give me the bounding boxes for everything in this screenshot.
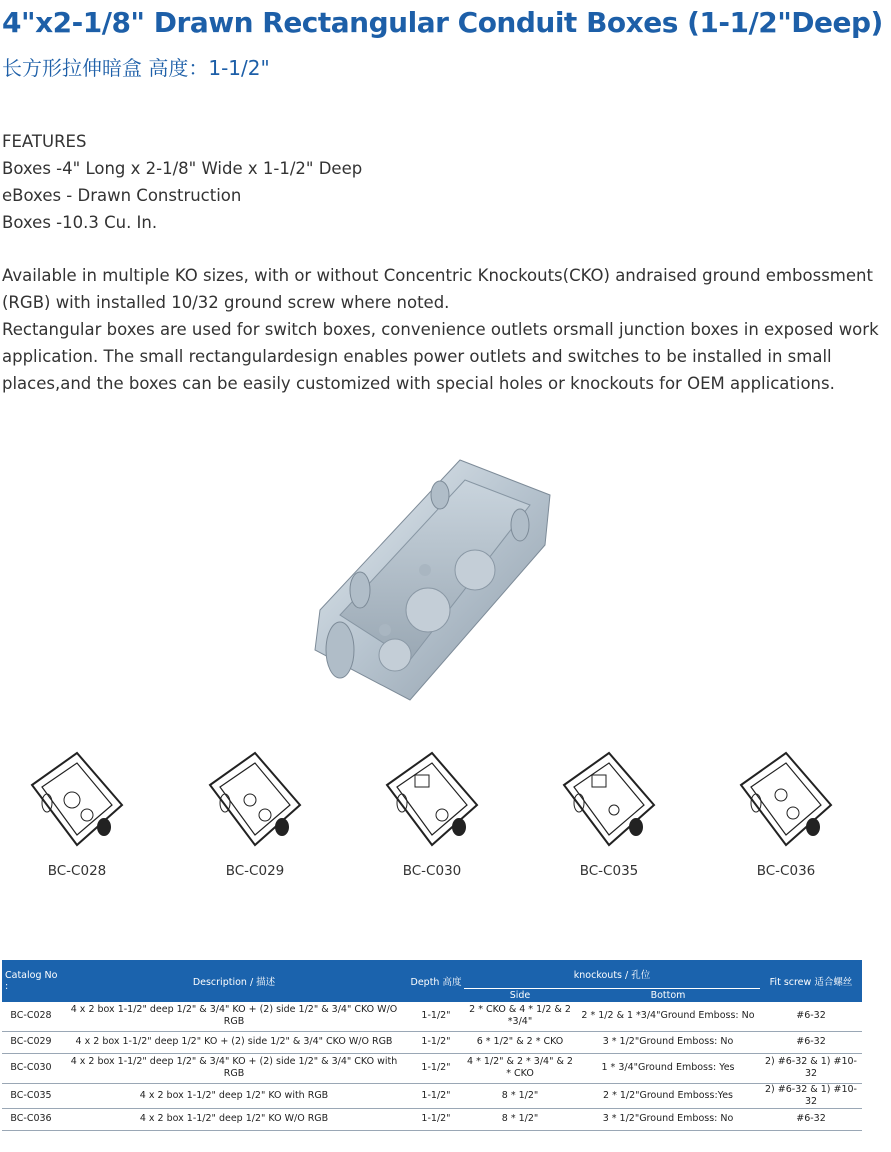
header-description: Description / 描述 <box>60 960 408 1002</box>
cell-bottom: 2 * 1/2"Ground Emboss:Yes <box>576 1083 760 1108</box>
box-line-drawing-icon <box>377 745 487 855</box>
box-line-drawing-icon <box>200 745 310 855</box>
box-line-drawing-icon <box>22 745 132 855</box>
description-paragraph: Available in multiple KO sizes, with or without Concentric Knockouts(CKO) andraised ground embossment (RGB) with installed 10/32 ground screw where noted. <box>2 266 873 312</box>
cell-fitscrew: #6-32 <box>760 1031 862 1053</box>
header-catalog: Catalog No : <box>2 960 60 1002</box>
model-gallery <box>0 745 891 895</box>
conduit-box-photo <box>300 450 570 705</box>
features-heading: FEATURES <box>2 132 87 151</box>
box-line-drawing-icon <box>731 745 841 855</box>
description-section <box>2 262 882 397</box>
cell-side: 8 * 1/2" <box>464 1083 576 1108</box>
cell-description: 4 x 2 box 1-1/2" deep 1/2" KO W/O RGB <box>60 1108 408 1130</box>
model-label: BC-C036 <box>756 863 816 879</box>
cell-depth: 1-1/2" <box>408 1002 464 1031</box>
description-paragraph: Rectangular boxes are used for switch boxes, convenience outlets orsmall junction boxes in exposed work application. The small rectangulardesign enables power outlets and switches to be installed in small places,and the boxes can be easily customized with special holes or knockouts for OEM applications. <box>2 320 879 393</box>
features-section <box>2 128 362 236</box>
page-subtitle: 长方形拉伸暗盒 高度：1-1/2" <box>2 56 270 80</box>
cell-bottom: 3 * 1/2"Ground Emboss: No <box>576 1031 760 1053</box>
model-thumb <box>721 745 851 895</box>
cell-catalog: BC-C030 <box>2 1053 60 1083</box>
cell-catalog: BC-C029 <box>2 1031 60 1053</box>
cell-description: 4 x 2 box 1-1/2" deep 1/2" KO with RGB <box>60 1083 408 1108</box>
cell-catalog: BC-C028 <box>2 1002 60 1031</box>
feature-item: Boxes -4" Long x 2-1/8" Wide x 1-1/2" Deep <box>2 159 363 178</box>
cell-catalog: BC-C035 <box>2 1083 60 1108</box>
spec-table <box>2 960 862 1131</box>
cell-fitscrew: #6-32 <box>760 1108 862 1130</box>
cell-bottom: 2 * 1/2 & 1 *3/4"Ground Emboss: No <box>576 1002 760 1031</box>
table-row <box>2 1002 862 1031</box>
header-depth: Depth 高度 <box>408 960 464 1002</box>
cell-description: 4 x 2 box 1-1/2" deep 1/2" & 3/4" KO + (2) side 1/2" & 3/4" CKO with RGB <box>60 1053 408 1083</box>
cell-side: 8 * 1/2" <box>464 1108 576 1130</box>
feature-item: Boxes -10.3 Cu. In. <box>2 213 158 232</box>
model-label: BC-C035 <box>579 863 639 879</box>
table-row <box>2 1053 862 1083</box>
cell-fitscrew: 2) #6-32 & 1) #10-32 <box>760 1053 862 1083</box>
table-row <box>2 1108 862 1130</box>
model-label: BC-C030 <box>402 863 462 879</box>
table-row <box>2 1031 862 1053</box>
table-row <box>2 1083 862 1108</box>
header-knockouts: knockouts / 孔位 <box>464 960 760 989</box>
cell-side: 6 * 1/2" & 2 * CKO <box>464 1031 576 1053</box>
header-side: Side <box>464 989 576 1003</box>
cell-bottom: 1 * 3/4"Ground Emboss: Yes <box>576 1053 760 1083</box>
model-thumb <box>367 745 497 895</box>
model-thumb <box>12 745 142 895</box>
cell-depth: 1-1/2" <box>408 1083 464 1108</box>
cell-bottom: 3 * 1/2"Ground Emboss: No <box>576 1108 760 1130</box>
model-thumb <box>544 745 674 895</box>
cell-fitscrew: #6-32 <box>760 1002 862 1031</box>
feature-item: eBoxes - Drawn Construction <box>2 186 242 205</box>
header-bottom: Bottom <box>576 989 760 1003</box>
header-fitscrew: Fit screw 适合螺丝 <box>760 960 862 1002</box>
cell-side: 4 * 1/2" & 2 * 3/4" & 2 * CKO <box>464 1053 576 1083</box>
page-title: 4"x2-1/8" Drawn Rectangular Conduit Boxes (1-1/2"Deep) <box>2 6 883 39</box>
cell-fitscrew: 2) #6-32 & 1) #10-32 <box>760 1083 862 1108</box>
cell-depth: 1-1/2" <box>408 1031 464 1053</box>
model-label: BC-C029 <box>225 863 285 879</box>
cell-description: 4 x 2 box 1-1/2" deep 1/2" & 3/4" KO + (2) side 1/2" & 3/4" CKO W/O RGB <box>60 1002 408 1031</box>
cell-catalog: BC-C036 <box>2 1108 60 1130</box>
model-label: BC-C028 <box>47 863 107 879</box>
model-thumb <box>190 745 320 895</box>
cell-side: 2 * CKO & 4 * 1/2 & 2 *3/4" <box>464 1002 576 1031</box>
box-line-drawing-icon <box>554 745 664 855</box>
cell-depth: 1-1/2" <box>408 1053 464 1083</box>
cell-description: 4 x 2 box 1-1/2" deep 1/2" KO + (2) side 1/2" & 3/4" CKO W/O RGB <box>60 1031 408 1053</box>
cell-depth: 1-1/2" <box>408 1108 464 1130</box>
